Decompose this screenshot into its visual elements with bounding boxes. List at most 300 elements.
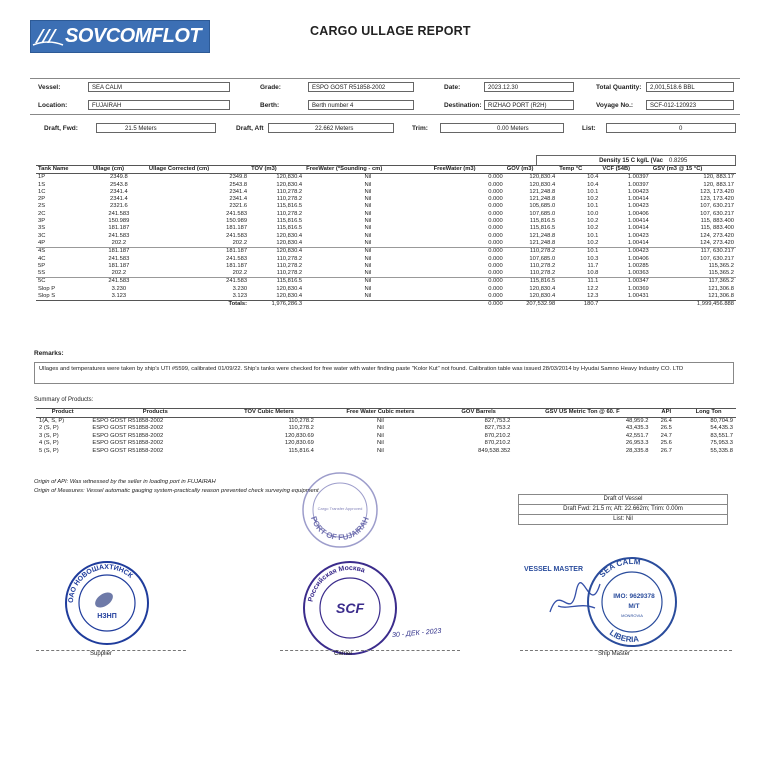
draft-aft-value: 22.662 Meters bbox=[268, 123, 394, 133]
summary-cell: 827,753.2 bbox=[484, 425, 511, 431]
summary-cell: 26.4 bbox=[660, 417, 672, 424]
svg-text:SEA CALM bbox=[598, 557, 642, 579]
tank-row bbox=[36, 233, 736, 240]
tank-cell: 1.00406 bbox=[627, 210, 649, 217]
ship-stamp-imo: IMO: 9629378 bbox=[613, 593, 655, 600]
page-title: CARGO ULLAGE REPORT bbox=[310, 24, 471, 38]
tank-cell: 121,306.8 bbox=[708, 293, 734, 300]
summary-row bbox=[36, 448, 736, 456]
tank-row bbox=[36, 248, 736, 256]
berth-label: Berth: bbox=[260, 102, 280, 109]
tank-cell: 115,816.5 bbox=[276, 203, 303, 210]
tank-row bbox=[36, 174, 736, 182]
tank-cell: Nil bbox=[364, 262, 372, 269]
summary-cell: Nil bbox=[377, 440, 384, 446]
tank-cell: Nil bbox=[364, 239, 372, 246]
summary-cell: 849,538.352 bbox=[478, 447, 511, 454]
tank-cell: 120,830.4 bbox=[276, 239, 303, 246]
tank-cell: 120,830.4 bbox=[276, 248, 303, 255]
tank-cell: 0.000 bbox=[488, 203, 503, 210]
tank-cell: 0.000 bbox=[488, 196, 503, 203]
tank-cell: 0.000 bbox=[488, 270, 503, 277]
supplier-stamp bbox=[64, 560, 150, 646]
summary-cell: 26.5 bbox=[660, 425, 672, 431]
tank-cell: 110,278.2 bbox=[529, 262, 556, 269]
density-label: Density 15 C kg/L (Vac bbox=[536, 155, 666, 165]
summary-row bbox=[36, 433, 736, 441]
tank-row bbox=[36, 240, 736, 248]
summary-cell: ESPO GOST R51858-2002 bbox=[92, 440, 164, 446]
tank-cell: 241.583 bbox=[226, 255, 248, 262]
tank-cell: 10.2 bbox=[587, 196, 599, 203]
draft-box-list: List: Nil bbox=[613, 516, 633, 522]
tank-cell: 120, 883.17 bbox=[703, 174, 734, 181]
tank-cell: Nil bbox=[364, 196, 372, 203]
svg-text:Российская Москва bbox=[308, 565, 366, 603]
tank-cell: 12.3 bbox=[587, 293, 599, 300]
total-qty-label: Total Quantity: bbox=[596, 84, 642, 91]
tank-cell: 0.000 bbox=[488, 293, 503, 300]
total-temp: 180.7 bbox=[583, 301, 599, 308]
svg-text:PORT OF FUJAIRAH bbox=[309, 515, 371, 542]
summary-cell: 48,959.2 bbox=[625, 417, 649, 424]
tank-cell: 120, 883.17 bbox=[703, 181, 734, 188]
tank-cell: 115,816.5 bbox=[276, 225, 303, 232]
summary-cell: Nil bbox=[377, 417, 384, 424]
tank-row bbox=[36, 189, 736, 196]
summary-cell: 25.6 bbox=[660, 440, 672, 446]
tank-cell: Nil bbox=[364, 232, 372, 239]
tank-cell: 1.00423 bbox=[627, 248, 649, 255]
supplier-stamp-text: ОАО НОВОШАХТИНСК bbox=[67, 563, 134, 604]
grade-label: Grade: bbox=[260, 84, 281, 91]
tank-cell: 115,365.2 bbox=[708, 270, 734, 277]
tank-cell: 181.187 bbox=[108, 248, 130, 255]
col-tank: Tank Name bbox=[38, 166, 69, 172]
tank-row bbox=[36, 263, 736, 270]
tank-cell: 2349.8 bbox=[229, 174, 248, 181]
tank-cell: 2341.4 bbox=[229, 196, 248, 203]
location-label: Location: bbox=[38, 102, 68, 109]
col-fw-m3: FreeWater (m3) bbox=[433, 166, 476, 172]
tank-row bbox=[36, 196, 736, 203]
tank-cell: 1C bbox=[38, 188, 46, 195]
summary-cell: 42,551.7 bbox=[625, 432, 649, 439]
tank-cell: Nil bbox=[364, 174, 372, 181]
tank-cell: 4C bbox=[38, 255, 46, 262]
summary-cell: 827,753.2 bbox=[484, 417, 511, 424]
sum-col-gsv: GSV US Metric Ton @ 60. F bbox=[545, 409, 620, 415]
draft-fwd-value: 21.5 Meters bbox=[96, 123, 216, 133]
tank-cell: 3S bbox=[38, 225, 46, 232]
tank-cell: 3.230 bbox=[111, 285, 127, 292]
tank-cell: 241.583 bbox=[108, 255, 130, 262]
col-vcf: VCF (54B) bbox=[602, 166, 631, 172]
tank-cell: 0.000 bbox=[488, 218, 503, 225]
summary-cell: 24.7 bbox=[660, 432, 672, 439]
ship-stamp bbox=[584, 554, 680, 650]
tank-cell: 121,248.8 bbox=[529, 232, 556, 239]
tank-cell: 1.00397 bbox=[627, 181, 649, 188]
tank-cell: 115,816.5 bbox=[529, 218, 556, 225]
tank-cell: 107, 630.217 bbox=[700, 203, 734, 210]
tank-row bbox=[36, 278, 736, 286]
total-fw: 0.000 bbox=[488, 301, 503, 308]
tank-cell: 115, 883.400 bbox=[700, 218, 734, 225]
tank-cell: 181.187 bbox=[226, 225, 248, 232]
tank-cell: 110,278.2 bbox=[529, 270, 556, 277]
port-fujairah-stamp bbox=[300, 470, 380, 550]
destination-value: RIZHAO PORT (R2H) bbox=[484, 100, 574, 110]
tank-cell: 107,685.0 bbox=[529, 255, 556, 262]
tank-cell: Nil bbox=[364, 225, 372, 232]
tank-cell: 2P bbox=[38, 196, 46, 203]
tank-cell: 115,816.5 bbox=[529, 278, 556, 285]
tank-cell: 1.00414 bbox=[627, 218, 649, 225]
summary-cell: 55,335.8 bbox=[710, 447, 733, 454]
logo-mark-icon bbox=[31, 21, 65, 52]
tank-cell: 3.123 bbox=[111, 293, 127, 300]
summary-cell: 1(A, S, P) bbox=[39, 417, 65, 424]
tank-row bbox=[36, 293, 736, 301]
tank-cell: 1.00369 bbox=[627, 285, 649, 292]
date-label: Date: bbox=[444, 84, 461, 91]
tank-row bbox=[36, 211, 736, 218]
tank-cell: 241.583 bbox=[226, 232, 248, 239]
tank-cell: Nil bbox=[364, 285, 372, 292]
tank-cell: 202.2 bbox=[111, 239, 127, 246]
tank-cell: 107, 630.217 bbox=[700, 210, 734, 217]
divider bbox=[30, 114, 740, 115]
tank-cell: 120,830.4 bbox=[529, 174, 556, 181]
tank-cell: 0.000 bbox=[488, 262, 503, 269]
tank-cell: 241.583 bbox=[226, 278, 248, 285]
tank-cell: 241.583 bbox=[108, 210, 130, 217]
total-gov: 207,532.98 bbox=[526, 301, 556, 308]
tank-cell: 110,278.2 bbox=[529, 248, 556, 255]
berth-value: Berth number 4 bbox=[308, 100, 414, 110]
tank-cell: 1.00347 bbox=[627, 278, 649, 285]
sum-col-fw: Free Water Cubic meters bbox=[346, 409, 415, 415]
port-stamp-inner: Cargo Transfer Approved bbox=[317, 506, 363, 511]
tank-cell: 10.1 bbox=[587, 232, 599, 239]
summary-cell: 80,704.9 bbox=[710, 417, 733, 424]
tank-cell: 150.989 bbox=[226, 218, 248, 225]
tank-cell: 0.000 bbox=[488, 232, 503, 239]
supplier-caption: Supplier bbox=[90, 651, 113, 657]
summary-cell: ESPO GOST R51858-2002 bbox=[92, 425, 164, 431]
density-value: 0.8295 bbox=[666, 155, 736, 165]
tank-cell: Slop P bbox=[38, 285, 56, 292]
summary-cell: 115,816.4 bbox=[288, 447, 314, 454]
tank-row bbox=[36, 286, 736, 293]
tank-cell: 120,830.4 bbox=[276, 293, 303, 300]
draft-box bbox=[518, 494, 728, 525]
tank-cell: 1.00414 bbox=[627, 196, 649, 203]
total-gsv: 1,999,456.888 bbox=[696, 301, 734, 308]
tank-cell: 110,278.2 bbox=[276, 255, 303, 262]
total-qty-value: 2,001,518.6 BBL bbox=[646, 82, 734, 92]
port-stamp-text: PORT OF FUJAIRAH bbox=[308, 515, 371, 543]
sum-col-gov: GOV Barrels bbox=[461, 409, 496, 415]
tank-cell: 3P bbox=[38, 218, 46, 225]
tank-cell: 120,830.4 bbox=[529, 285, 556, 292]
col-gov: GOV (m3) bbox=[506, 166, 534, 172]
tank-cell: 107, 630.217 bbox=[700, 255, 734, 262]
col-temp: Temp °C bbox=[559, 166, 583, 172]
tank-cell: 115,365.2 bbox=[708, 262, 734, 269]
tank-cell: 121,248.8 bbox=[529, 196, 556, 203]
tank-cell: 11.7 bbox=[587, 262, 599, 269]
tank-cell: 2C bbox=[38, 210, 46, 217]
tank-cell: 1.00414 bbox=[627, 239, 649, 246]
tank-cell: 121,248.8 bbox=[529, 188, 556, 195]
summary-cell: 870,210.2 bbox=[484, 440, 511, 446]
carrier-caption: Carrier bbox=[334, 651, 353, 657]
tank-cell: 115,816.5 bbox=[276, 278, 303, 285]
summary-cell: 26,953.3 bbox=[625, 440, 649, 446]
summary-cell: 2 (S, P) bbox=[39, 425, 59, 431]
tank-cell: 2341.4 bbox=[110, 188, 128, 195]
tank-cell: 241.583 bbox=[108, 278, 130, 285]
tank-cell: 10.1 bbox=[587, 248, 599, 255]
summary-cell: 75,953.3 bbox=[710, 440, 733, 446]
tank-cell: 110,278.2 bbox=[276, 188, 303, 195]
tank-cell: 11.1 bbox=[587, 278, 599, 285]
tank-cell: 1.00431 bbox=[627, 293, 649, 300]
summary-table bbox=[36, 408, 736, 455]
tank-table bbox=[36, 165, 736, 309]
col-ullage: Ullage (cm) bbox=[92, 166, 125, 172]
tank-cell: 1.00423 bbox=[627, 232, 649, 239]
draft-aft-label: Draft, Aft bbox=[236, 125, 264, 132]
tank-cell: Slop S bbox=[38, 293, 56, 300]
summary-cell: 28,335.8 bbox=[625, 447, 649, 454]
tank-cell: 5S bbox=[38, 270, 46, 277]
tank-cell: 0.000 bbox=[488, 255, 503, 262]
tank-cell: 110,278.2 bbox=[276, 196, 303, 203]
tank-cell: 0.000 bbox=[488, 174, 503, 181]
tank-cell: 120,830.4 bbox=[276, 232, 303, 239]
tank-cell: 120,830.4 bbox=[276, 174, 303, 181]
summary-cell: 870,210.2 bbox=[484, 432, 511, 439]
tank-cell: Nil bbox=[364, 270, 372, 277]
tank-cell: 181.187 bbox=[226, 248, 248, 255]
sum-col-product: Product bbox=[51, 409, 74, 415]
tank-row bbox=[36, 182, 736, 189]
tank-cell: 0.000 bbox=[488, 278, 503, 285]
tank-cell: 120,830.4 bbox=[529, 181, 556, 188]
carrier-date: 30 - ДЕК - 2023 bbox=[391, 627, 442, 640]
col-fw-sounding: FreeWater (*Sounding - cm) bbox=[306, 166, 383, 172]
summary-cell: Nil bbox=[377, 447, 384, 454]
summary-cell: 120,830.69 bbox=[284, 440, 314, 446]
summary-cell: 4 (S, P) bbox=[39, 440, 59, 446]
origin-measures: Origin of Measures: Vessel automatic gauging system-practically reason prevented check surveying equipment bbox=[34, 488, 319, 494]
tank-cell: 1.00423 bbox=[627, 203, 649, 210]
tank-cell: 1.00414 bbox=[627, 225, 649, 232]
divider bbox=[30, 78, 740, 79]
summary-cell: 110,278.2 bbox=[288, 417, 314, 424]
supplier-stamp-short: НЗНП bbox=[97, 613, 117, 620]
tank-cell: 1.00397 bbox=[627, 174, 649, 181]
tank-cell: Nil bbox=[364, 255, 372, 262]
tank-cell: 117, 630.217 bbox=[700, 248, 734, 255]
tank-cell: 12.2 bbox=[587, 285, 599, 292]
tank-cell: Nil bbox=[364, 278, 372, 285]
list-value: 0 bbox=[606, 123, 736, 133]
totals-label: Totals: bbox=[228, 301, 248, 308]
tank-cell: 181.187 bbox=[226, 262, 248, 269]
tank-cell: 1.00285 bbox=[627, 262, 649, 269]
sum-col-tov: TOV Cubic Meters bbox=[244, 409, 294, 415]
tank-cell: 2321.6 bbox=[229, 203, 248, 210]
tank-cell: 0.000 bbox=[488, 239, 503, 246]
ship-stamp-top: SEA CALM bbox=[597, 556, 641, 580]
vessel-value: SEA CALM bbox=[88, 82, 230, 92]
ship-stamp-bottom: LIBERIA bbox=[607, 628, 640, 645]
tank-cell: 241.583 bbox=[226, 210, 248, 217]
tank-cell: Nil bbox=[364, 218, 372, 225]
voyage-value: SCF-012-120923 bbox=[646, 100, 734, 110]
tank-cell: 202.2 bbox=[111, 270, 127, 277]
tank-cell: 110,278.2 bbox=[276, 270, 303, 277]
tank-cell: 181.187 bbox=[108, 262, 130, 269]
summary-cell: 43,435.3 bbox=[625, 425, 649, 431]
tank-cell: 241.583 bbox=[108, 232, 130, 239]
col-ullage-corrected: Ullage Corrected (cm) bbox=[148, 166, 210, 172]
tank-cell: Nil bbox=[364, 181, 372, 188]
tank-cell: 4P bbox=[38, 239, 46, 246]
carrier-stamp-text: Российская Москва bbox=[307, 564, 366, 603]
summary-cell: 110,278.2 bbox=[288, 425, 314, 431]
summary-cell: ESPO GOST R51858-2002 bbox=[92, 432, 164, 439]
tank-cell: 0.000 bbox=[488, 210, 503, 217]
tank-cell: Nil bbox=[364, 293, 372, 300]
tank-cell: 1P bbox=[38, 174, 46, 181]
tank-cell: 10.4 bbox=[587, 174, 599, 181]
tank-cell: 0.000 bbox=[488, 188, 503, 195]
tank-cell: 2321.6 bbox=[110, 203, 128, 210]
tank-cell: Nil bbox=[364, 248, 372, 255]
tank-cell: 202.2 bbox=[232, 239, 248, 246]
tank-cell: 5C bbox=[38, 278, 46, 285]
summary-row bbox=[36, 425, 736, 433]
tank-cell: 0.000 bbox=[488, 181, 503, 188]
carrier-stamp bbox=[302, 560, 398, 656]
tank-cell: 123, 173.420 bbox=[700, 196, 734, 203]
tank-cell: 10.1 bbox=[587, 203, 599, 210]
ship-stamp-port: MONROVIA bbox=[621, 613, 643, 618]
total-tov: 1,976,286.3 bbox=[271, 301, 303, 308]
summary-row bbox=[36, 417, 736, 425]
tank-cell: 3C bbox=[38, 232, 46, 239]
carrier-stamp-brand: SCF bbox=[336, 600, 364, 616]
sum-col-products: Products bbox=[142, 409, 168, 415]
summary-cell: 5 (S, P) bbox=[39, 447, 59, 454]
tank-cell: 115,816.5 bbox=[529, 225, 556, 232]
tank-cell: 105,685.0 bbox=[529, 203, 556, 210]
summary-cell: 3 (S, P) bbox=[39, 432, 59, 439]
tank-cell: 10.2 bbox=[587, 218, 599, 225]
destination-label: Destination: bbox=[444, 102, 482, 109]
tank-row bbox=[36, 218, 736, 225]
tank-cell: 2349.8 bbox=[110, 174, 128, 181]
tank-cell: Nil bbox=[364, 203, 372, 210]
summary-cell: 83,551.7 bbox=[710, 432, 733, 439]
tank-cell: 10.4 bbox=[587, 181, 599, 188]
draft-box-title: Draft of Vessel bbox=[519, 495, 727, 505]
tank-cell: 1S bbox=[38, 181, 46, 188]
tank-cell: 115,816.5 bbox=[276, 218, 303, 225]
vessel-label: Vessel: bbox=[38, 84, 61, 91]
grade-value: ESPO GOST R51858-2002 bbox=[308, 82, 414, 92]
tank-cell: 181.187 bbox=[108, 225, 130, 232]
ship-stamp-mt: M/T bbox=[628, 603, 640, 610]
tank-cell: 3.230 bbox=[232, 285, 248, 292]
vessel-master-label: VESSEL MASTER bbox=[524, 566, 583, 573]
tank-cell: 2543.8 bbox=[229, 181, 248, 188]
tank-cell: 10.3 bbox=[587, 255, 599, 262]
list-label: List: bbox=[582, 125, 596, 132]
summary-cell: 54,435.3 bbox=[710, 425, 733, 431]
tank-cell: 2341.4 bbox=[229, 188, 248, 195]
voyage-label: Voyage No.: bbox=[596, 102, 634, 109]
sum-col-api: API bbox=[661, 409, 672, 415]
tank-cell: 2S bbox=[38, 203, 46, 210]
tank-cell: 1.00423 bbox=[627, 188, 649, 195]
tank-cell: 10.2 bbox=[587, 239, 599, 246]
trim-label: Trim: bbox=[412, 125, 428, 132]
tank-cell: 2341.4 bbox=[110, 196, 128, 203]
tank-cell: 123, 173.420 bbox=[700, 188, 734, 195]
summary-cell: Nil bbox=[377, 432, 384, 439]
tank-row bbox=[36, 256, 736, 263]
tank-cell: 1.00406 bbox=[627, 255, 649, 262]
tank-row bbox=[36, 203, 736, 210]
tank-cell: 0.000 bbox=[488, 248, 503, 255]
tank-cell: 120,830.4 bbox=[529, 293, 556, 300]
tank-cell: 115, 883.400 bbox=[700, 225, 734, 232]
tank-cell: Nil bbox=[364, 188, 372, 195]
tank-cell: 3.123 bbox=[232, 293, 248, 300]
tank-cell: 0.000 bbox=[488, 285, 503, 292]
tank-cell: 120,830.4 bbox=[276, 285, 303, 292]
tank-cell: 121,306.8 bbox=[708, 285, 734, 292]
draft-fwd-label: Draft, Fwd: bbox=[44, 125, 78, 132]
tank-cell: 0.000 bbox=[488, 225, 503, 232]
tank-cell: 10.2 bbox=[587, 225, 599, 232]
tank-cell: 1.00363 bbox=[627, 270, 649, 277]
tank-cell: 124, 273.420 bbox=[700, 239, 734, 246]
summary-cell: ESPO GOST R51858-2002 bbox=[92, 417, 164, 424]
tank-cell: Nil bbox=[364, 210, 372, 217]
tank-cell: 5P bbox=[38, 262, 46, 269]
sovcomflot-logo bbox=[30, 20, 210, 53]
tank-cell: 124, 273.420 bbox=[700, 232, 734, 239]
summary-cell: 26.7 bbox=[660, 447, 672, 454]
tank-cell: 10.8 bbox=[587, 270, 599, 277]
location-value: FUJAIRAH bbox=[88, 100, 230, 110]
tank-cell: 120,830.4 bbox=[276, 181, 303, 188]
tank-row bbox=[36, 270, 736, 278]
summary-cell: ESPO GOST R51858-2002 bbox=[92, 447, 164, 454]
carrier-sign-line bbox=[280, 650, 460, 651]
tank-cell: 202.2 bbox=[232, 270, 248, 277]
brand-name: SOVCOMFLOT bbox=[65, 25, 202, 47]
col-gsv: GSV (m3 @ 15 °C) bbox=[652, 166, 703, 172]
remarks-label: Remarks: bbox=[34, 350, 64, 357]
